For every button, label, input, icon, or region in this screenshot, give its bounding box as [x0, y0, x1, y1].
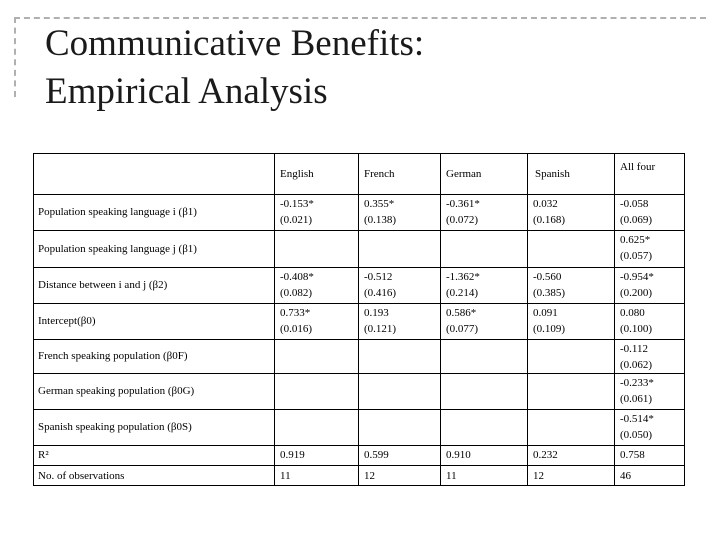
- cell-estimate: -0.512: [364, 271, 393, 283]
- cell-standard-error: (0.100): [620, 323, 653, 335]
- cell-estimate: 0.355*: [364, 198, 395, 210]
- cell-standard-error: (0.200): [620, 287, 653, 299]
- table-row-divider: [33, 303, 685, 304]
- cell-estimate: 0.080: [620, 307, 645, 319]
- cell-estimate: 0.032: [533, 198, 558, 210]
- table-row-divider: [33, 267, 685, 268]
- cell-estimate: -0.514*: [620, 413, 654, 425]
- cell-estimate: -0.112: [620, 343, 649, 355]
- cell-standard-error: (0.109): [533, 323, 566, 335]
- decorative-left-border: [14, 17, 16, 97]
- row-label: Population speaking language i (β1): [38, 206, 197, 218]
- cell-standard-error: (0.077): [446, 323, 479, 335]
- row-label: German speaking population (β0G): [38, 385, 195, 397]
- slide-title: [45, 20, 424, 116]
- cell-estimate: 12: [533, 470, 544, 482]
- cell-standard-error: (0.121): [364, 323, 397, 335]
- slide-title-line-2: Empirical Analysis: [45, 71, 328, 112]
- cell-standard-error: (0.385): [533, 287, 566, 299]
- cell-estimate: 0.193: [364, 307, 389, 319]
- cell-estimate: -0.361*: [446, 198, 480, 210]
- cell-estimate: -0.560: [533, 271, 562, 283]
- column-header-spanish: Spanish: [535, 168, 570, 180]
- cell-estimate: 0.910: [446, 449, 471, 461]
- cell-estimate: -0.233*: [620, 377, 654, 389]
- cell-standard-error: (0.061): [620, 393, 653, 405]
- cell-standard-error: (0.214): [446, 287, 479, 299]
- table-row-divider: [33, 409, 685, 410]
- cell-estimate: -0.153*: [280, 198, 314, 210]
- cell-standard-error: (0.021): [280, 214, 313, 226]
- cell-standard-error: (0.072): [446, 214, 479, 226]
- table-row-divider: [33, 230, 685, 231]
- table-column-divider: [527, 153, 528, 486]
- cell-estimate: 0.599: [364, 449, 389, 461]
- row-label: French speaking population (β0F): [38, 350, 188, 362]
- cell-standard-error: (0.057): [620, 250, 653, 262]
- table-row-divider: [33, 194, 685, 195]
- cell-estimate: 0.586*: [446, 307, 477, 319]
- cell-estimate: 11: [446, 470, 457, 482]
- table-row-divider: [33, 445, 685, 446]
- row-label: Distance between i and j (β2): [38, 279, 168, 291]
- decorative-top-border: [14, 17, 706, 19]
- table-row-divider: [33, 373, 685, 374]
- table-column-divider: [440, 153, 441, 486]
- table-row-divider: [33, 465, 685, 466]
- cell-estimate: 0.919: [280, 449, 305, 461]
- row-label: Population speaking language j (β1): [38, 243, 197, 255]
- cell-estimate: -0.954*: [620, 271, 654, 283]
- column-header-german: German: [446, 168, 482, 180]
- cell-standard-error: (0.168): [533, 214, 566, 226]
- cell-estimate: 12: [364, 470, 375, 482]
- row-label: Spanish speaking population (β0S): [38, 421, 192, 433]
- cell-standard-error: (0.050): [620, 429, 653, 441]
- row-label: No. of observations: [38, 470, 125, 482]
- cell-estimate: 0.625*: [620, 234, 651, 246]
- column-header-english: English: [280, 168, 314, 180]
- column-header-french: French: [364, 168, 395, 180]
- column-header-all-four: All four: [620, 161, 656, 173]
- regression-table: [33, 153, 685, 486]
- slide-title-line-1: Communicative Benefits:: [45, 23, 425, 64]
- cell-estimate: 0.758: [620, 449, 645, 461]
- cell-standard-error: (0.069): [620, 214, 653, 226]
- cell-estimate: -0.408*: [280, 271, 314, 283]
- row-label: R²: [38, 449, 49, 461]
- table-column-divider: [274, 153, 275, 486]
- cell-estimate: -0.058: [620, 198, 649, 210]
- cell-standard-error: (0.016): [280, 323, 313, 335]
- cell-standard-error: (0.138): [364, 214, 397, 226]
- cell-standard-error: (0.416): [364, 287, 397, 299]
- cell-estimate: -1.362*: [446, 271, 480, 283]
- cell-estimate: 46: [620, 470, 631, 482]
- cell-standard-error: (0.082): [280, 287, 313, 299]
- table-row-divider: [33, 339, 685, 340]
- cell-estimate: 0.091: [533, 307, 558, 319]
- table-column-divider: [358, 153, 359, 486]
- cell-estimate: 0.232: [533, 449, 558, 461]
- cell-standard-error: (0.062): [620, 359, 653, 371]
- cell-estimate: 0.733*: [280, 307, 311, 319]
- table-column-divider: [614, 153, 615, 486]
- cell-estimate: 11: [280, 470, 291, 482]
- row-label: Intercept(β0): [38, 315, 96, 327]
